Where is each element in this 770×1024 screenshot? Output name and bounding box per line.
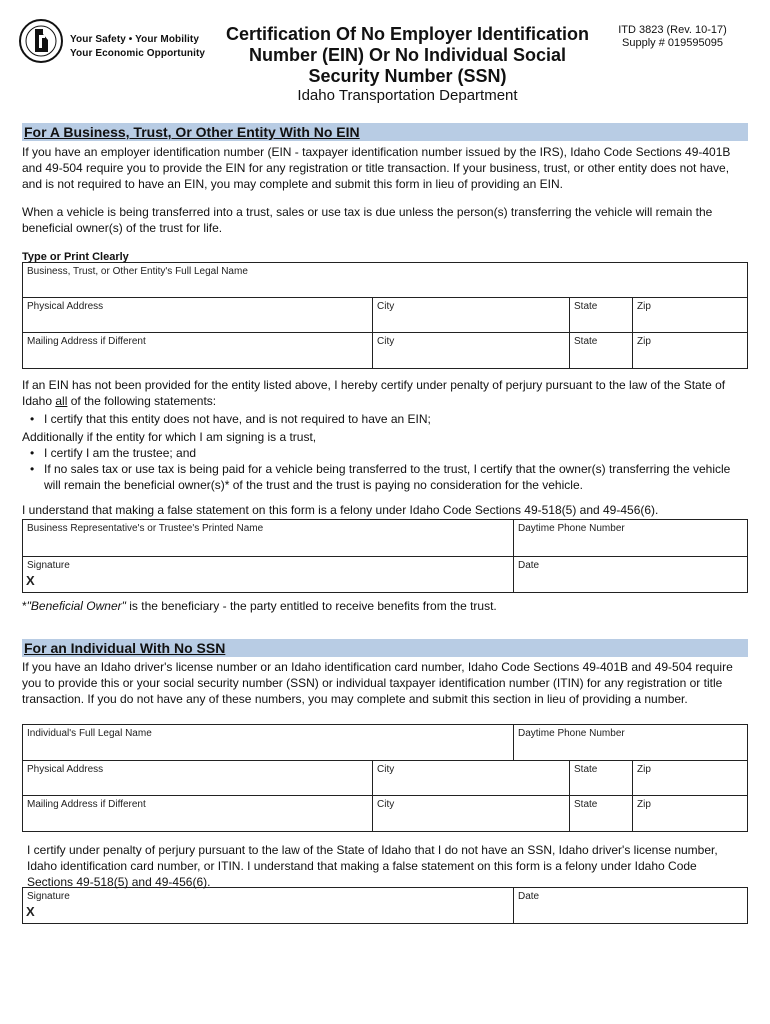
footnote-star: * [22,599,27,613]
individual-name-field[interactable] [23,725,514,760]
mailing-zip-label: Zip [637,336,651,347]
certify-intro-part1: If an EIN has not been provided for the entity listed above, I hereby certify under penalty of perjury pursuant to the law of the State of Idaho [22,378,726,408]
individual-heading-text: For an Individual With No SSN [24,640,226,656]
rep-phone-field[interactable] [514,520,747,556]
individual-state-field[interactable] [570,761,633,795]
mailing-city-field[interactable] [373,333,570,368]
business-date-field[interactable] [514,557,747,592]
business-signature-row [23,557,747,592]
certify-list-2 [22,445,750,493]
entity-name-label: Business, Trust, or Other Entity's Full Legal Name [27,266,248,277]
individual-certify: I certify under penalty of perjury pursuant to the law of the State of Idaho that I do not have an SSN, Idaho driver's license number, Idaho identification card number, or ITIN. I understand that making a false statement on this form is a felony under Idaho Code Sections 49-518(5) and 49-456(6). [27,843,718,889]
individual-date-field[interactable] [514,888,747,923]
form-number: ITD 3823 (Rev. 10-17) [618,24,727,36]
bullet-trustee: • I certify I am the trustee; and [22,445,750,461]
individual-mailing-state-field[interactable] [570,796,633,831]
entity-name-row [23,263,747,298]
individual-mailing-label: Mailing Address if Different [27,799,146,810]
physical-address-row [23,298,747,333]
business-info-table [22,262,748,369]
individual-mailing-zip-field[interactable] [633,796,747,831]
business-date-label: Date [518,560,540,571]
individual-mailing-field[interactable] [23,796,373,831]
individual-phone-label: Daytime Phone Number [518,728,625,739]
city-field[interactable] [373,298,570,332]
state-field[interactable] [570,298,633,332]
trust-additional: Additionally if the entity for which I am signing is a trust, [22,430,317,444]
business-heading-text: For A Business, Trust, Or Other Entity With No EIN [24,124,360,140]
business-signature-label: Signature [27,560,70,571]
mailing-address-field[interactable] [23,333,373,368]
city-label: City [377,301,395,312]
individual-address-row [23,761,747,796]
physical-address-field[interactable] [23,298,373,332]
zip-label: Zip [637,301,651,312]
business-signature-table [22,519,748,593]
individual-mailing-city-field[interactable] [373,796,570,831]
mailing-address-row [23,333,747,368]
rep-name-field[interactable] [23,520,514,556]
form-title: Certification Of No Employer Identification Number (EIN) Or No Individual Social Security Number (SSN) [225,24,590,86]
bullet-beneficial-owner: • If no sales tax or use tax is being paid for a vehicle being transferred to the trust, I certify that the owner(s) transferring the vehicle will remain the beneficial owner(s)* of the trust and the trust is paying no consideration for the vehicle. [22,461,750,493]
business-intro: If you have an employer identification number (EIN - taxpayer identification number issued by the IRS), Idaho Code Sections 49-401B and 49-504 require you to provide the EIN for any registration or title transaction. If your business, trust, or other entity does not have, and is not required to have an EIN, you may complete and submit this form in lieu of providing an EIN. [22,145,731,191]
entity-name-field[interactable] [23,263,747,297]
individual-phone-field[interactable] [514,725,747,760]
mailing-zip-field[interactable] [633,333,747,368]
rep-name-label: Business Representative's or Trustee's Printed Name [27,523,264,534]
individual-zip-label: Zip [637,764,651,775]
individual-signature-table [22,887,748,924]
beneficial-owner-footnote [22,598,750,614]
physical-address-label: Physical Address [27,301,104,312]
footnote-rest: is the beneficiary - the party entitled to receive benefits from the trust. [125,599,497,613]
individual-signature-row [23,888,747,923]
certify-intro-part2: of the following statements: [67,394,217,408]
tagline-1: Your Safety • Your Mobility [70,34,199,45]
idaho-seal-icon [18,18,64,64]
mailing-state-label: State [574,336,598,347]
type-print-label: Type or Print Clearly [22,251,129,263]
certify-intro [22,377,750,409]
footnote-term: "Beneficial Owner" [26,599,126,613]
individual-address-label: Physical Address [27,764,104,775]
certify-all-word: all [55,394,68,408]
business-signature-field[interactable] [23,557,514,592]
individual-mailing-city-label: City [377,799,395,810]
individual-zip-field[interactable] [633,761,747,795]
agency-name: Idaho Transportation Department [297,87,518,104]
individual-name-row [23,725,747,761]
individual-date-label: Date [518,891,540,902]
individual-signature-x: X [26,904,35,919]
individual-mailing-state-label: State [574,799,598,810]
individual-city-field[interactable] [373,761,570,795]
trust-note: When a vehicle is being transferred into a trust, sales or use tax is due unless the person(s) transferring the vehicle will remain the beneficial owner(s) of the trust for life. [22,205,713,235]
business-section-heading [22,123,748,141]
business-signature-x: X [26,573,35,588]
individual-section-heading [22,639,748,657]
supply-number: Supply # 019595095 [622,37,723,49]
individual-address-field[interactable] [23,761,373,795]
mailing-address-label: Mailing Address if Different [27,336,146,347]
zip-field[interactable] [633,298,747,332]
individual-signature-field[interactable] [23,888,514,923]
individual-intro: If you have an Idaho driver's license number or an Idaho identification card number, Idaho Code Sections 49-401B and 49-504 require you to provide this or your social security number (SSN) or individual taxpayer identification number (ITIN) for any registration or title transaction. If you do not have any of these numbers, you may complete and submit this section in lieu of providing a number. [22,660,733,706]
individual-city-label: City [377,764,395,775]
individual-info-table [22,724,748,832]
bullet-no-ein: • I certify that this entity does not have, and is not required to have an EIN; [22,411,750,427]
rep-row [23,520,747,557]
state-label: State [574,301,598,312]
individual-mailing-zip-label: Zip [637,799,651,810]
mailing-city-label: City [377,336,395,347]
individual-state-label: State [574,764,598,775]
individual-signature-label: Signature [27,891,70,902]
individual-name-label: Individual's Full Legal Name [27,728,152,739]
certify-list-1 [22,411,750,427]
individual-mailing-row [23,796,747,831]
mailing-state-field[interactable] [570,333,633,368]
tagline-2: Your Economic Opportunity [70,48,206,59]
itd-logo [18,18,218,66]
rep-phone-label: Daytime Phone Number [518,523,625,534]
false-statement-note: I understand that making a false statement on this form is a felony under Idaho Code Sections 49-518(5) and 49-456(6). [22,503,659,517]
form-number-block [600,24,745,50]
